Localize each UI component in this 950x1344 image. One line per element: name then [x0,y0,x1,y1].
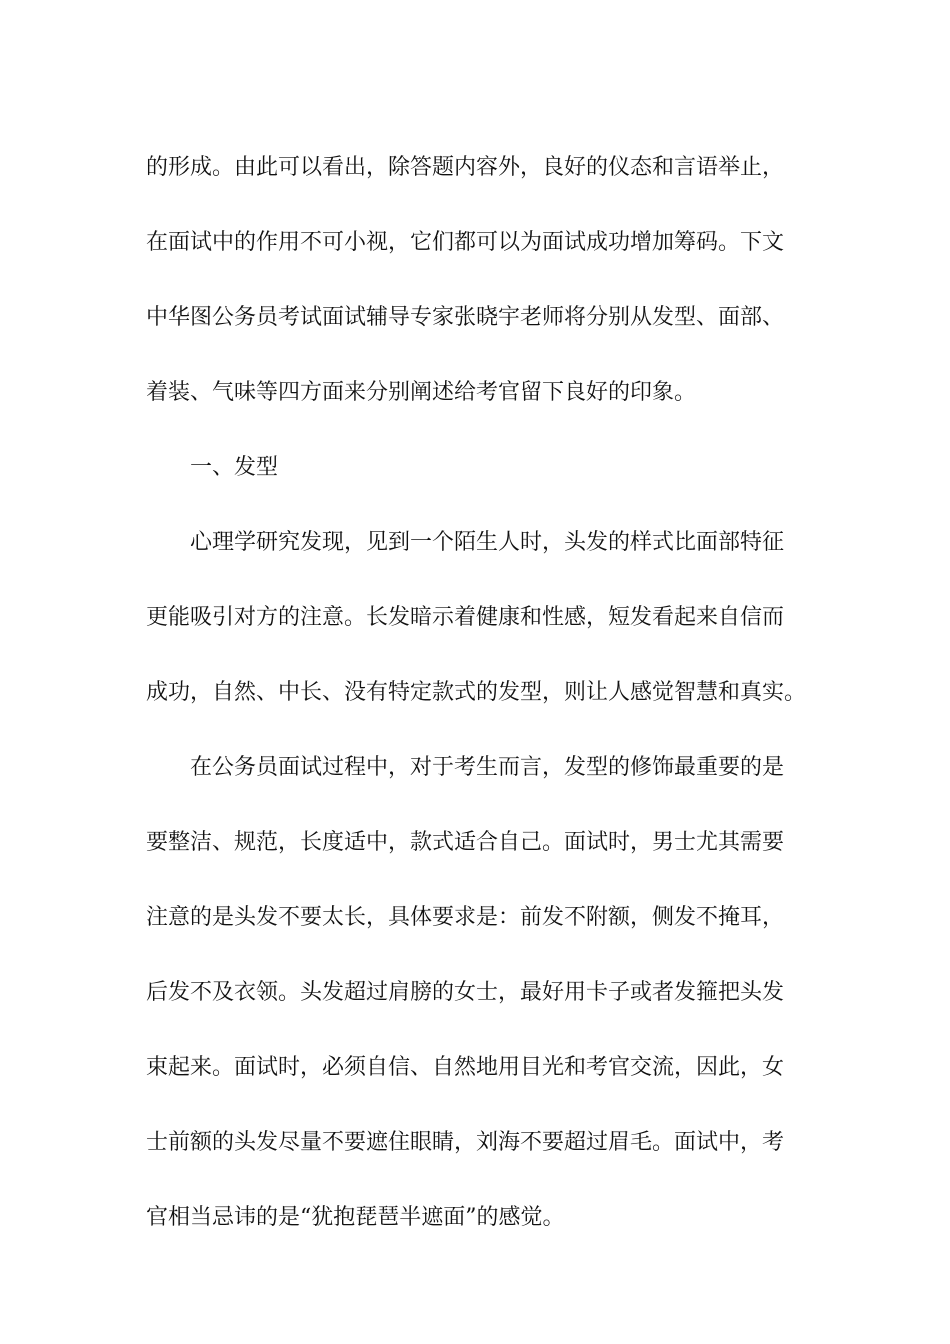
text-line: 成功，自然、中长、没有特定款式的发型，则让人感觉智慧和真实。 [146,680,807,705]
text-line: 束起来。面试时，必须自信、自然地用目光和考官交流，因此，女 [146,1055,785,1080]
text-line: 着装、气味等四方面来分别阐述给考官留下良好的印象。 [146,380,697,405]
text-line: 注意的是头发不要太长，具体要求是：前发不附额，侧发不掩耳， [146,905,785,930]
text-line: 更能吸引对方的注意。长发暗示着健康和性感，短发看起来自信而 [146,605,785,630]
text-line: 后发不及衣领。头发超过肩膀的女士，最好用卡子或者发箍把头发 [146,980,785,1005]
text-line: 要整洁、规范，长度适中，款式适合自己。面试时，男士尤其需要 [146,830,785,855]
text-line: 官相当忌讳的是“犹抱琵琶半遮面”的感觉。 [146,1205,565,1230]
section-heading: 一、发型 [190,455,279,480]
text-line: 在面试中的作用不可小视，它们都可以为面试成功增加筹码。下文 [146,230,785,255]
text-line: 中华图公务员考试面试辅导专家张晓宇老师将分别从发型、面部、 [146,305,785,330]
text-line: 心理学研究发现，见到一个陌生人时，头发的样式比面部特征 [190,530,785,555]
text-line: 的形成。由此可以看出，除答题内容外，良好的仪态和言语举止， [146,155,785,180]
text-line: 在公务员面试过程中，对于考生而言，发型的修饰最重要的是 [190,755,785,780]
body-text [146,130,807,1255]
text-line: 士前额的头发尽量不要遮住眼睛，刘海不要超过眉毛。面试中，考 [146,1130,785,1155]
